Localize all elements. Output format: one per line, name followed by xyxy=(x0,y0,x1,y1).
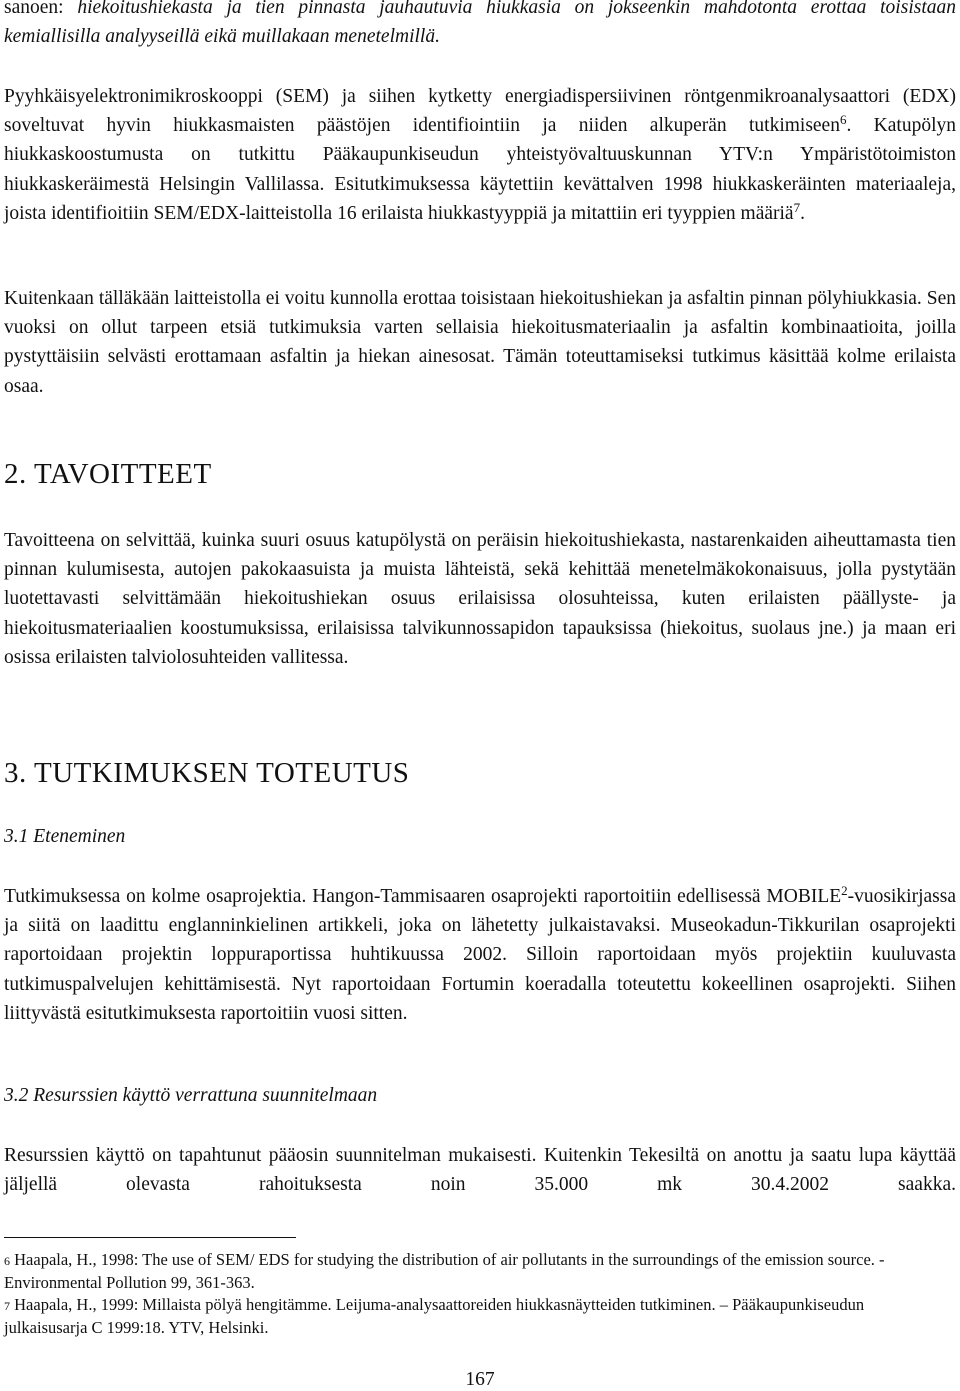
footnotes xyxy=(4,1249,944,1339)
footnote-separator xyxy=(4,1237,296,1238)
section-2-body: Tavoitteena on selvittää, kuinka suuri osuus katupölystä on peräisin hiekoitushiekasta, nastarenkaiden aiheuttamasta tien pinnan kulumisesta, autojen pakokaasuista ja muista lähteistä, sekä kehittää menetelmäkokonaisuus, jolla pystytään luotettavasti selvittämään hiekoitushiekan osuus erilaisissa olosuhteissa, kuten erilaisten päällyste- ja hiekoitusmateriaalien koostumuksissa, erilaisissa talvikunnossapidon tapauksissa (hiekoitus, suolaus jne.) ja maan eri osissa erilaisten talviolosuhteiden vallitessa. xyxy=(4,530,956,668)
subsection-3-1-heading: 3.1 Eteneminen xyxy=(4,826,126,847)
section-2-heading: 2. TAVOITTEET xyxy=(4,458,212,490)
section-3-heading: 3. TUTKIMUKSEN TOTEUTUS xyxy=(4,757,410,789)
subsection-3-2-body: Resurssien käyttö on tapahtunut pääosin suunnitelman mukaisesti. Kuitenkin Tekesiltä on anottu ja saatu lupa käyttää jäljellä olevasta rahoituksesta noin 35.000 mk 30.4.2002 saakka. xyxy=(4,1145,956,1196)
footnote-ref-6: 6 xyxy=(839,112,847,128)
superscript-2: 2 xyxy=(841,883,848,898)
subsection-3-1-body: Tutkimuksessa on kolme osaprojektia. Hangon-Tammisaaren osaprojekti raportoitiin edellisessä MOBILE$^2$-vuosikirjassa ja siitä on laadittu englanninkielinen artikkeli, joka on lähetetty julkaistavaksi. Museokadun-Tikkurilan osaprojekti raportoidaan projektin loppuraportissa huhtikuussa 2002. Silloin raportoidaan myös projektiin kuuluvasta tutkimuspalvelujen kehittämisestä. Nyt raportoidaan Fortumin koeradalla toteutettu kokeellinen osaprojekti. Siihen liittyvästä esitutkimuksesta raportoitiin vuosi sitten. xyxy=(4,883,956,1024)
paragraph-sem-edx: Pyyhkäisyelektronimikroskooppi (SEM) ja siihen kytketty energiadispersiivinen röntgenmikroanalysaattori (EDX) soveltuvat hyvin hiukkasmaisten päästöjen identifiointiin ja niiden alkuperän tutkimiseen$^6$. Katupölyn hiukkaskoostumusta on tutkittu Pääkaupunkiseudun yhteistyövaltuuskunnan YTV:n Ympäristötoimiston hiukkaskeräimestä Helsingin Vallilassa. Esitutkimuksessa käytettiin kevättalven 1998 hiukkaskeräinten materiaaleja, joista identifioitiin SEM/EDX-laitteistolla 16 erilaista hiukkastyyppiä ja mitattiin eri tyyppien määriä$^7$. xyxy=(4,86,956,224)
footnote-7: 7 Haapala, H., 1999: Millaista pölyä hengitämme. Leijuma-analysaattoreiden hiukkasnäytteiden tutkiminen. – Pääkaupunkiseudun julkaisusarja C 1999:18. YTV, Helsinki. xyxy=(4,1295,865,1337)
page-number: 167 xyxy=(465,1369,495,1390)
footnote-6: 6 Haapala, H., 1998: The use of SEM/ EDS for studying the distribution of air pollutants in the surroundings of the emission source. - Environmental Pollution 99, 361-363. xyxy=(4,1250,885,1292)
top-paragraph: sanoen: hiekoitushiekasta ja tien pinnasta jauhautuvia hiukkasia on jokseenkin mahdotonta erottaa toisistaan kemiallisilla analyyseillä eikä muillakaan menetelmillä. xyxy=(4,0,956,51)
paragraph-kuitenkaan: Kuitenkaan tälläkään laitteistolla ei voitu kunnolla erottaa toisistaan hiekoitushiekan ja asfaltin pinnan pölyhiukkasia. Sen vuoksi on ollut tarpeen etsiä tutkimuksia varten sellaisia hiekoitusmateriaalin ja asfaltin kombinaatioita, joilla pystyttäisiin selvästi erottamaan asfaltin ja hiekan ainesosat. Tämän toteuttamiseksi tutkimus käsittää kolme erilaista osaa. xyxy=(4,288,956,397)
subsection-3-2-heading: 3.2 Resurssien käyttö verrattuna suunnitelmaan xyxy=(4,1085,378,1106)
footnote-ref-7: 7 xyxy=(793,199,801,215)
top-paragraph-italic: hiekoitushiekasta ja tien pinnasta jauhautuvia hiukkasia on jokseenkin mahdotonta erottaa toisistaan kemiallisilla analyyseillä eikä muillakaan menetelmillä. xyxy=(4,0,956,48)
